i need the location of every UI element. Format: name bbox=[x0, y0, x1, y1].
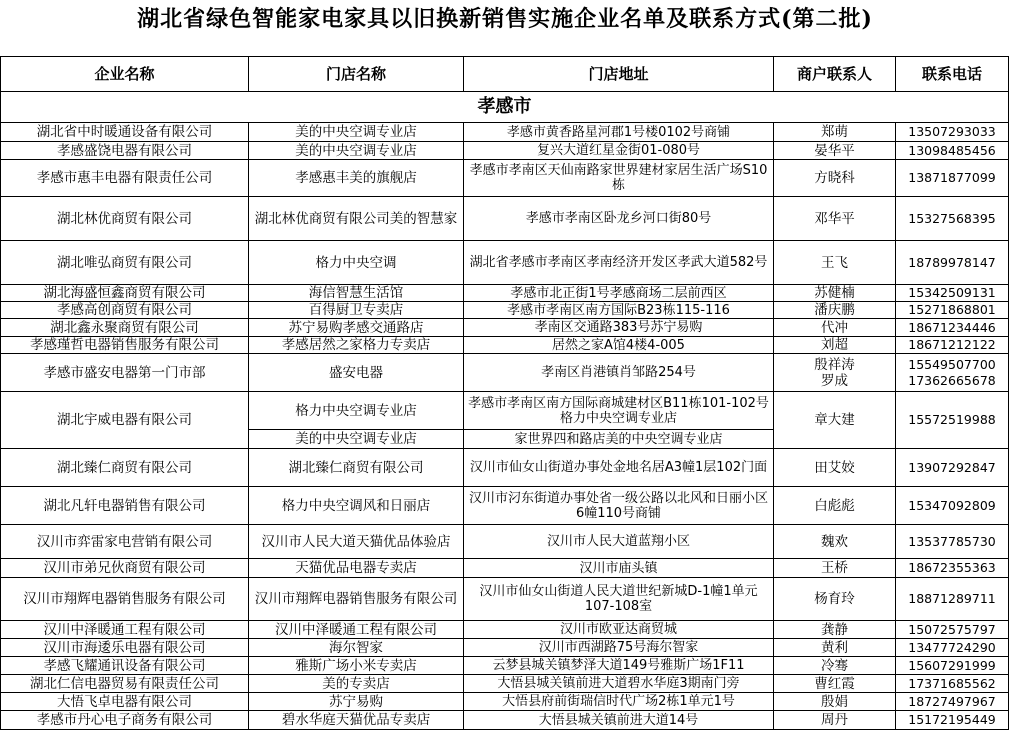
company-cell: 汉川市翔辉电器销售服务有限公司 bbox=[1, 578, 249, 621]
phone-number: 17362665678 bbox=[908, 372, 996, 388]
company-cell: 孝感市盛安电器第一门市部 bbox=[1, 354, 249, 392]
table-row bbox=[1, 160, 1009, 197]
phone-cell: 17371685562 bbox=[896, 675, 1009, 693]
store-cell: 湖北臻仁商贸有限公司 bbox=[249, 449, 464, 487]
phone-cell: 13871877099 bbox=[896, 160, 1009, 197]
company-cell: 湖北臻仁商贸有限公司 bbox=[1, 449, 249, 487]
store-cell: 汉川市翔辉电器销售服务有限公司 bbox=[249, 578, 464, 621]
phone-cell: 15607291999 bbox=[896, 657, 1009, 675]
store-cell: 孝感居然之家格力专卖店 bbox=[249, 337, 464, 354]
table-row bbox=[1, 197, 1009, 241]
address-cell: 孝感市孝南区南方国际商城建材区B11栋101-102号格力中央空调专业店 bbox=[464, 392, 774, 430]
company-cell: 汉川中泽暖通工程有限公司 bbox=[1, 621, 249, 639]
table-row bbox=[1, 621, 1009, 639]
header-store: 门店名称 bbox=[249, 57, 464, 92]
address-cell: 孝感市北正街1号孝感商场二层前西区 bbox=[464, 285, 774, 302]
contact-cell: 王桥 bbox=[774, 559, 896, 578]
phone-cell: 18671234446 bbox=[896, 319, 1009, 337]
table-row bbox=[1, 285, 1009, 302]
phone-cell: 15271868801 bbox=[896, 302, 1009, 319]
phone-cell: 13537785730 bbox=[896, 525, 1009, 559]
company-cell: 湖北海盛恒鑫商贸有限公司 bbox=[1, 285, 249, 302]
store-cell: 格力中央空调风和日丽店 bbox=[249, 487, 464, 525]
contact-cell: 代冲 bbox=[774, 319, 896, 337]
company-cell: 湖北凡轩电器销售有限公司 bbox=[1, 487, 249, 525]
address-cell: 复兴大道红星金街01-080号 bbox=[464, 142, 774, 160]
store-cell: 碧水华庭天猫优品专卖店 bbox=[249, 711, 464, 730]
contact-cell: 龚静 bbox=[774, 621, 896, 639]
table-row bbox=[1, 392, 1009, 430]
contact-cell: 白彪彪 bbox=[774, 487, 896, 525]
header-row bbox=[1, 57, 1009, 92]
table-row bbox=[1, 525, 1009, 559]
store-cell: 汉川中泽暖通工程有限公司 bbox=[249, 621, 464, 639]
company-cell: 孝感飞耀通讯设备有限公司 bbox=[1, 657, 249, 675]
contact-cell: 周丹 bbox=[774, 711, 896, 730]
table-row bbox=[1, 675, 1009, 693]
phone-cell: 18871289711 bbox=[896, 578, 1009, 621]
table-row bbox=[1, 337, 1009, 354]
store-cell: 格力中央空调 bbox=[249, 241, 464, 285]
store-cell: 苏宁易购 bbox=[249, 693, 464, 711]
company-cell: 大悟飞卓电器有限公司 bbox=[1, 693, 249, 711]
address-cell: 家世界四和路店美的中央空调专业店 bbox=[464, 430, 774, 449]
contact-cell: 田艾姣 bbox=[774, 449, 896, 487]
store-cell: 苏宁易购孝感交通路店 bbox=[249, 319, 464, 337]
store-cell: 美的中央空调专业店 bbox=[249, 123, 464, 142]
region-label: 孝感市 bbox=[1, 92, 1009, 123]
table-row bbox=[1, 142, 1009, 160]
phone-cell: 18671212122 bbox=[896, 337, 1009, 354]
company-cell: 湖北鑫永聚商贸有限公司 bbox=[1, 319, 249, 337]
address-cell: 孝南区肖港镇肖邹路254号 bbox=[464, 354, 774, 392]
table-row bbox=[1, 578, 1009, 621]
table-row bbox=[1, 639, 1009, 657]
company-cell: 孝感市丹心电子商务有限公司 bbox=[1, 711, 249, 730]
address-cell: 汉川市庙头镇 bbox=[464, 559, 774, 578]
store-cell: 格力中央空调专业店 bbox=[249, 392, 464, 430]
company-cell: 汉川市弈雷家电营销有限公司 bbox=[1, 525, 249, 559]
store-cell: 湖北林优商贸有限公司美的智慧家 bbox=[249, 197, 464, 241]
contact-cell: 郑萌 bbox=[774, 123, 896, 142]
contact-cell: 方晓科 bbox=[774, 160, 896, 197]
address-cell: 湖北省孝感市孝南区孝南经济开发区孝武大道582号 bbox=[464, 241, 774, 285]
phone-cell: 15347092809 bbox=[896, 487, 1009, 525]
phone-cell: 15072575797 bbox=[896, 621, 1009, 639]
table-row bbox=[1, 711, 1009, 730]
table-row bbox=[1, 487, 1009, 525]
address-cell: 汉川市仙女山街道人民大道世纪新城D-1幢1单元107-108室 bbox=[464, 578, 774, 621]
header-contact: 商户联系人 bbox=[774, 57, 896, 92]
address-cell: 孝感市孝南区卧龙乡河口街80号 bbox=[464, 197, 774, 241]
company-cell: 孝感高创商贸有限公司 bbox=[1, 302, 249, 319]
contact-cell: 苏健楠 bbox=[774, 285, 896, 302]
header-address: 门店地址 bbox=[464, 57, 774, 92]
address-cell: 汉川市人民大道蓝翔小区 bbox=[464, 525, 774, 559]
company-cell: 汉川市弟兄伙商贸有限公司 bbox=[1, 559, 249, 578]
contact-cell bbox=[774, 354, 896, 392]
store-cell: 百得厨卫专卖店 bbox=[249, 302, 464, 319]
contact-name: 罗成 bbox=[821, 372, 848, 389]
table-row bbox=[1, 657, 1009, 675]
store-cell: 汉川市人民大道天猫优品体验店 bbox=[249, 525, 464, 559]
company-cell: 孝感市惠丰电器有限责任公司 bbox=[1, 160, 249, 197]
contact-cell: 曹红霞 bbox=[774, 675, 896, 693]
contact-cell: 刘超 bbox=[774, 337, 896, 354]
contact-cell: 黄利 bbox=[774, 639, 896, 657]
store-cell: 海信智慧生活馆 bbox=[249, 285, 464, 302]
header-phone: 联系电话 bbox=[896, 57, 1009, 92]
address-cell: 居然之家A馆4楼4-005 bbox=[464, 337, 774, 354]
address-cell: 汉川市欧亚达商贸城 bbox=[464, 621, 774, 639]
company-cell: 孝感瑾哲电器销售服务有限公司 bbox=[1, 337, 249, 354]
address-cell: 汉川市仙女山街道办事处金地名居A3幢1层102门面 bbox=[464, 449, 774, 487]
region-row bbox=[1, 92, 1009, 123]
contact-cell: 冷骞 bbox=[774, 657, 896, 675]
table-row bbox=[1, 123, 1009, 142]
contact-name: 殷祥涛 bbox=[814, 356, 855, 373]
contact-cell: 殷娟 bbox=[774, 693, 896, 711]
table-row bbox=[1, 354, 1009, 392]
address-cell: 孝南区交通路383号苏宁易购 bbox=[464, 319, 774, 337]
address-cell: 云梦县城关镇梦泽大道149号雅斯广场1F11 bbox=[464, 657, 774, 675]
table-row bbox=[1, 302, 1009, 319]
enterprise-table bbox=[0, 56, 1009, 730]
phone-cell: 15572519988 bbox=[896, 392, 1009, 449]
table-row bbox=[1, 241, 1009, 285]
contact-cell: 潘庆鹏 bbox=[774, 302, 896, 319]
address-cell: 大悟县府前街瑞信时代广场2栋1单元1号 bbox=[464, 693, 774, 711]
header-company: 企业名称 bbox=[1, 57, 249, 92]
store-cell: 美的中央空调专业店 bbox=[249, 142, 464, 160]
contact-cell: 章大建 bbox=[774, 392, 896, 449]
company-cell: 孝感盛饶电器有限公司 bbox=[1, 142, 249, 160]
phone-cell: 13907292847 bbox=[896, 449, 1009, 487]
company-cell: 湖北宇威电器有限公司 bbox=[1, 392, 249, 449]
store-cell: 海尔智家 bbox=[249, 639, 464, 657]
address-cell: 孝感市孝南区天仙南路家世界建材家居生活广场S10栋 bbox=[464, 160, 774, 197]
company-cell: 湖北省中时暖通设备有限公司 bbox=[1, 123, 249, 142]
page-title: 湖北省绿色智能家电家具以旧换新销售实施企业名单及联系方式(第二批) bbox=[137, 6, 873, 32]
contact-cell: 王飞 bbox=[774, 241, 896, 285]
company-cell: 湖北唯弘商贸有限公司 bbox=[1, 241, 249, 285]
company-cell: 湖北林优商贸有限公司 bbox=[1, 197, 249, 241]
phone-cell: 15172195449 bbox=[896, 711, 1009, 730]
store-cell: 美的中央空调专业店 bbox=[249, 430, 464, 449]
contact-cell: 杨育玲 bbox=[774, 578, 896, 621]
phone-cell bbox=[896, 354, 1009, 392]
contact-cell: 邓华平 bbox=[774, 197, 896, 241]
address-cell: 大悟县城关镇前进大道碧水华庭3期南门旁 bbox=[464, 675, 774, 693]
store-cell: 孝感惠丰美的旗舰店 bbox=[249, 160, 464, 197]
address-cell: 孝感市孝南区南方国际B23栋115-116 bbox=[464, 302, 774, 319]
phone-cell: 13098485456 bbox=[896, 142, 1009, 160]
address-cell: 孝感市黄香路星河郡1号楼0102号商铺 bbox=[464, 123, 774, 142]
store-cell: 盛安电器 bbox=[249, 354, 464, 392]
table-row bbox=[1, 693, 1009, 711]
store-cell: 雅斯广场小米专卖店 bbox=[249, 657, 464, 675]
table-row bbox=[1, 319, 1009, 337]
phone-cell: 18789978147 bbox=[896, 241, 1009, 285]
contact-cell: 魏欢 bbox=[774, 525, 896, 559]
phone-cell: 15342509131 bbox=[896, 285, 1009, 302]
store-cell: 美的专卖店 bbox=[249, 675, 464, 693]
phone-cell: 13477724290 bbox=[896, 639, 1009, 657]
store-cell: 天猫优品电器专卖店 bbox=[249, 559, 464, 578]
phone-cell: 18727497967 bbox=[896, 693, 1009, 711]
table-row bbox=[1, 559, 1009, 578]
company-cell: 湖北仁信电器贸易有限责任公司 bbox=[1, 675, 249, 693]
contact-cell: 晏华平 bbox=[774, 142, 896, 160]
address-cell: 汉川市西湖路75号海尔智家 bbox=[464, 639, 774, 657]
table-row bbox=[1, 449, 1009, 487]
phone-cell: 18672355363 bbox=[896, 559, 1009, 578]
address-cell: 汉川市汈东街道办事处省一级公路以北风和日丽小区6幢110号商铺 bbox=[464, 487, 774, 525]
company-cell: 汉川市海逶乐电器有限公司 bbox=[1, 639, 249, 657]
phone-cell: 15327568395 bbox=[896, 197, 1009, 241]
phone-number: 15549507700 bbox=[908, 356, 996, 372]
address-cell: 大悟县城关镇前进大道14号 bbox=[464, 711, 774, 730]
phone-cell: 13507293033 bbox=[896, 123, 1009, 142]
